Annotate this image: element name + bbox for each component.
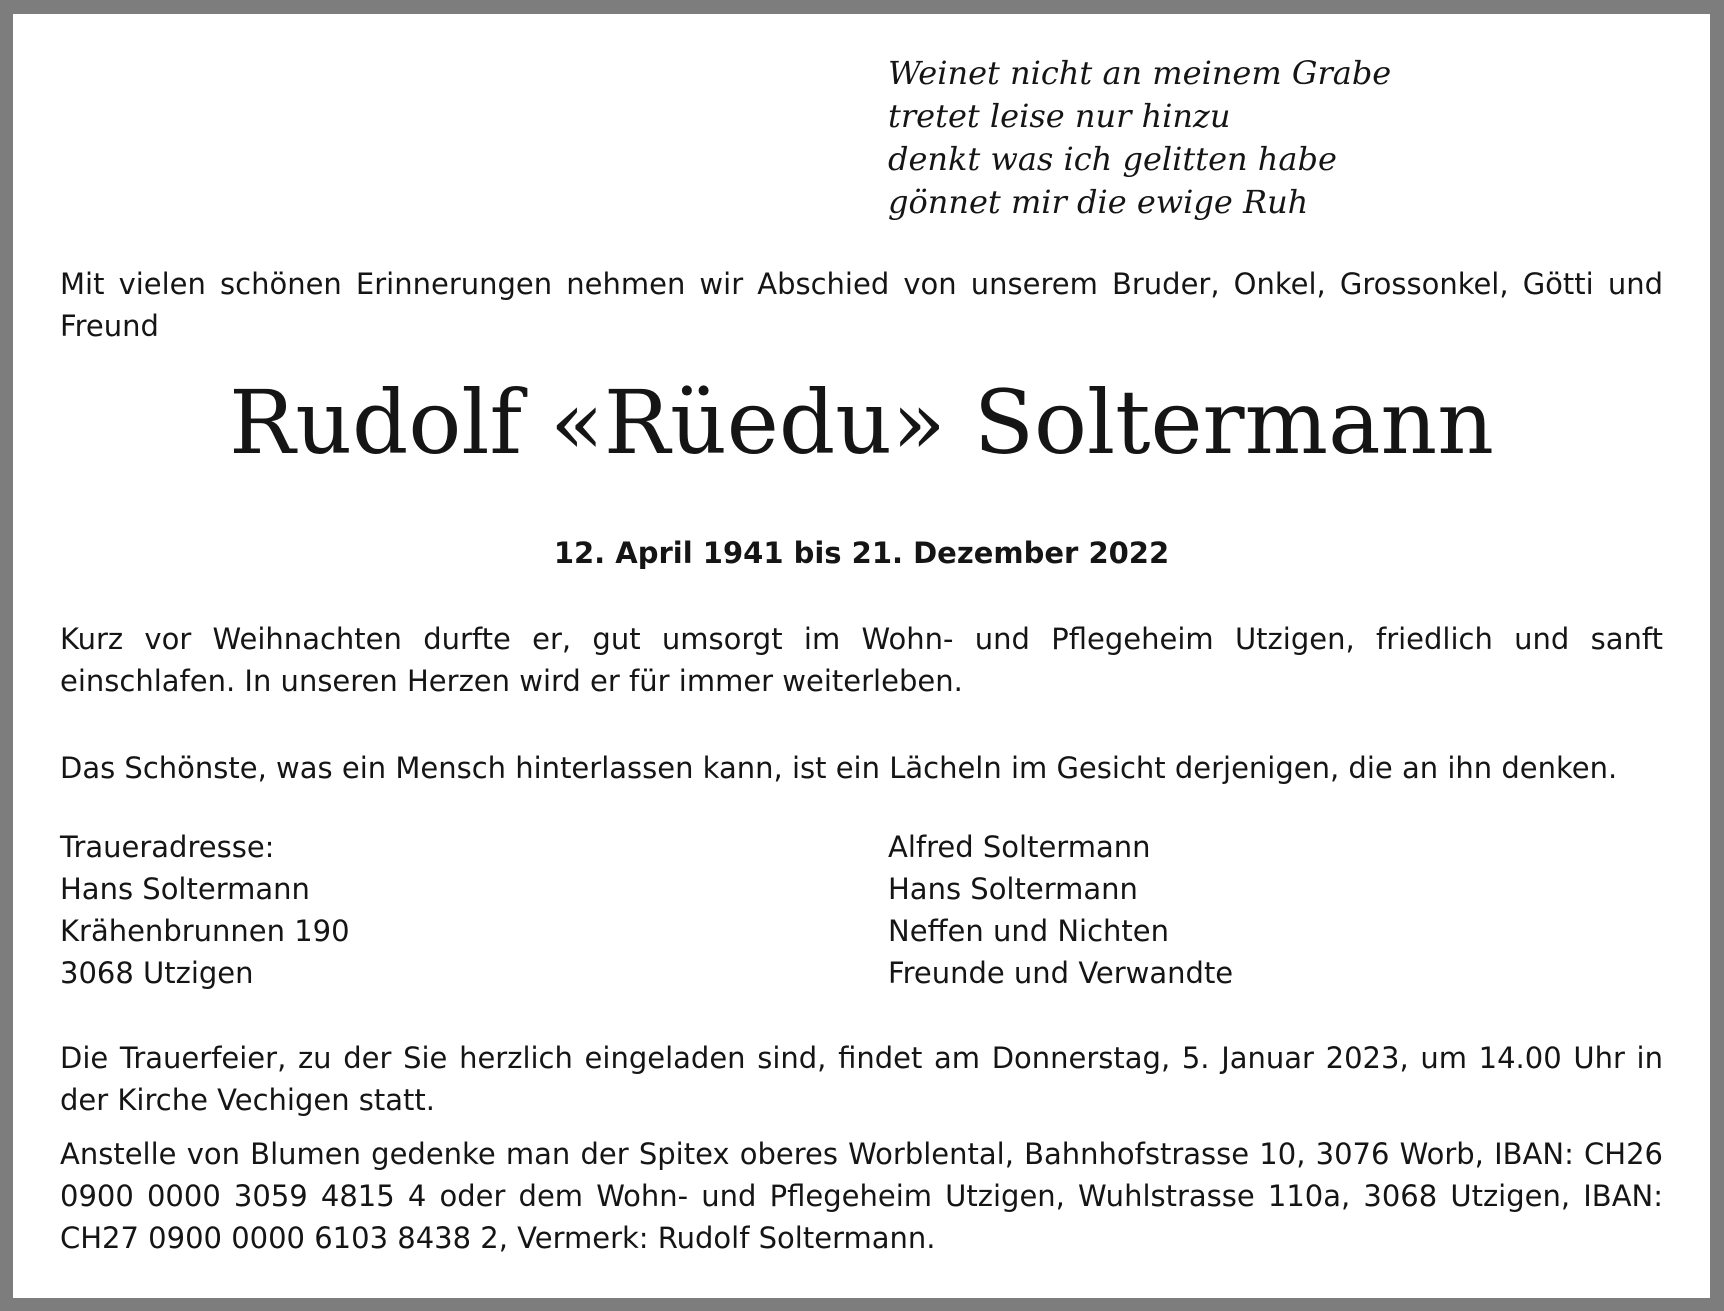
address-line: Hans Soltermann	[60, 872, 310, 906]
poem-line: denkt was ich gelitten habe	[888, 140, 1337, 178]
poem-line: gönnet mir die ewige Ruh	[888, 183, 1309, 221]
poem-line: tretet leise nur hinzu	[888, 97, 1231, 135]
poem-line: Weinet nicht an meinem Grabe	[888, 54, 1392, 92]
deceased-name: Rudolf «Rüedu» Soltermann	[229, 371, 1494, 474]
obituary-notice	[13, 14, 1710, 1298]
mourners-list	[888, 826, 1233, 994]
address-line: 3068 Utzigen	[60, 956, 254, 990]
poem-verse	[888, 52, 1391, 224]
donation-info: Anstelle von Blumen gedenke man der Spitex oberes Worblental, Bahnhofstrasse 10, 3076 Worb, IBAN: CH26 0900 0000 3059 4815 4 oder dem Wohn- und Pflegeheim Utzigen, Wuhlstrasse 110a, 3068 Utzigen, IBAN: CH27 0900 0000 6103 8438 2, Vermerk: Rudolf Soltermann.	[60, 1137, 1663, 1255]
memorial-quote: Das Schönste, was ein Mensch hinterlassen kann, ist ein Lächeln im Gesicht derjenigen, die an ihn denken.	[60, 751, 1618, 785]
mourner-line: Freunde und Verwandte	[888, 956, 1234, 990]
ceremony-info: Die Trauerfeier, zu der Sie herzlich eingeladen sind, findet am Donnerstag, 5. Januar 2023, um 14.00 Uhr in der Kirche Vechigen statt.	[60, 1041, 1663, 1117]
mourner-line: Alfred Soltermann	[888, 830, 1151, 864]
passing-text: Kurz vor Weihnachten durfte er, gut umsorgt im Wohn- und Pflegeheim Utzigen, friedlich und sanft einschlafen. In unseren Herzen wird er für immer weiterleben.	[60, 622, 1663, 698]
mourning-address	[60, 826, 350, 994]
address-line: Krähenbrunnen 190	[60, 914, 350, 948]
mourner-line: Neffen und Nichten	[888, 914, 1170, 948]
address-line: Traueradresse:	[60, 830, 275, 864]
intro-text: Mit vielen schönen Erinnerungen nehmen wir Abschied von unserem Bruder, Onkel, Grossonkel, Götti und Freund	[60, 267, 1663, 343]
mourner-line: Hans Soltermann	[888, 872, 1138, 906]
life-dates: 12. April 1941 bis 21. Dezember 2022	[553, 536, 1170, 570]
